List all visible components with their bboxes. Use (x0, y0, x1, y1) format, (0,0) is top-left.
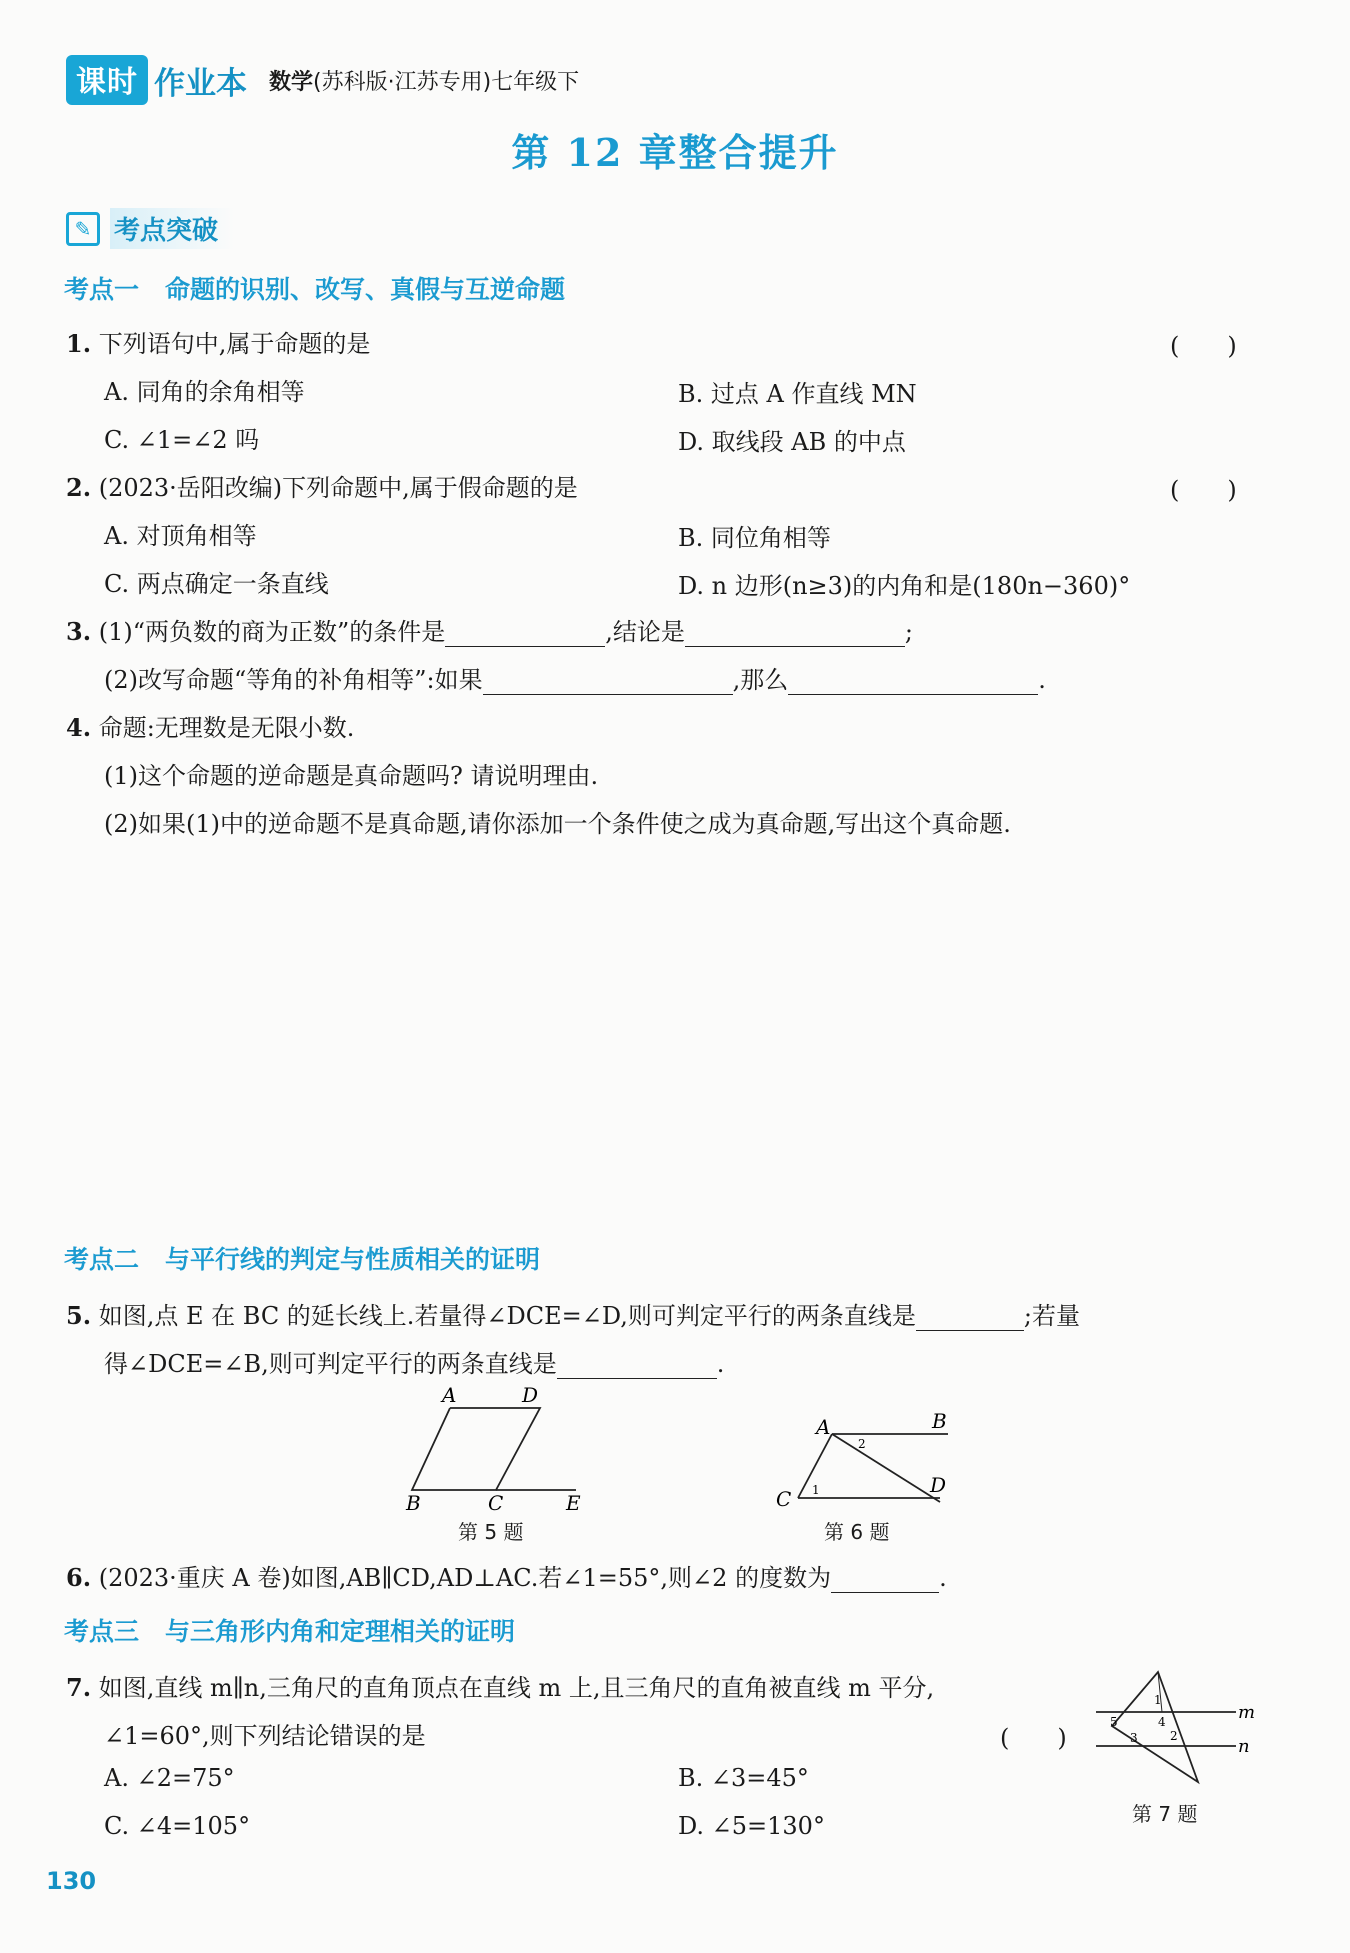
q5-line1: 5. 如图,点 E 在 BC 的延长线上.若量得∠DCE=∠D,则可判定平行的两条直线是 ;若量 (66, 1301, 1081, 1330)
q2-option-a: A. 对顶角相等 (104, 522, 257, 550)
label-a: A (442, 1384, 457, 1407)
q2-option-d: D. n 边形(n≥3)的内角和是(180n−360)° (678, 572, 1131, 600)
q3-part1: 3. (1)“两负数的商为正数”的条件是 ,结论是 ; (66, 617, 913, 646)
q1-option-c: C. ∠1=∠2 吗 (104, 426, 260, 454)
pencil-icon: ✎ (66, 212, 100, 246)
q7-answer-paren: ( ) (1000, 1724, 1067, 1752)
angle-4-label: 4 (1158, 1715, 1166, 1729)
figure-7 (1090, 1660, 1260, 1790)
q3-part2: (2)改写命题“等角的补角相等”:如果 ,那么 . (104, 666, 1046, 694)
logo: 课时 (66, 55, 148, 105)
angle-1-label: 1 (1154, 1693, 1162, 1707)
q2-stem: 2. (2023·岳阳改编)下列命题中,属于假命题的是 (66, 473, 578, 502)
label-c: C (776, 1487, 792, 1511)
q6-blank[interactable] (831, 1568, 939, 1593)
label-e: E (566, 1491, 581, 1514)
q1-option-a: A. 同角的余角相等 (104, 378, 305, 406)
triangle-ruler (1112, 1672, 1198, 1782)
parallelogram-abcd (412, 1408, 540, 1490)
section-heading (66, 208, 234, 249)
page-number: 130 (46, 1867, 97, 1895)
subject-info: 数学(苏科版·江苏专用)七年级下 (269, 69, 580, 95)
angle-5-label: 5 (1110, 1715, 1118, 1729)
q2-answer-paren: ( ) (1170, 476, 1237, 504)
q7-option-d: D. ∠5=130° (678, 1812, 825, 1840)
kaodian-1-heading: 考点一 命题的识别、改写、真假与互逆命题 (64, 275, 566, 304)
q7-line1: 7. 如图,直线 m∥n,三角尺的直角顶点在直线 m 上,且三角尺的直角被直线 m 平分, (66, 1673, 935, 1702)
angle-2-label: 2 (858, 1437, 866, 1451)
header (66, 58, 579, 102)
q5-blank-2[interactable] (557, 1354, 717, 1379)
kaodian-2-heading: 考点二 与平行线的判定与性质相关的证明 (64, 1245, 541, 1274)
q1-option-b: B. 过点 A 作直线 MN (678, 380, 917, 408)
label-c: C (488, 1491, 504, 1514)
q1-stem: 1. 下列语句中,属于命题的是 (66, 329, 371, 358)
figure-5-caption: 第 5 题 (458, 1520, 524, 1544)
line-ad (832, 1434, 940, 1502)
q3-blank-conclusion[interactable] (685, 622, 905, 647)
figure-5 (400, 1384, 600, 1514)
page-title: 第 12 章整合提升 (511, 130, 839, 175)
angle-3-label: 3 (1130, 1731, 1138, 1745)
q7-option-a: A. ∠2=75° (104, 1764, 235, 1792)
label-n: n (1238, 1736, 1250, 1757)
q6-stem: 6. (2023·重庆 A 卷)如图,AB∥CD,AD⊥AC.若∠1=55°,则∠2 的度数为 . (66, 1563, 947, 1592)
q4-stem: 4. 命题:无理数是无限小数. (66, 713, 355, 742)
figure-6-caption: 第 6 题 (824, 1520, 890, 1544)
label-d: D (522, 1384, 539, 1407)
q1-option-d: D. 取线段 AB 的中点 (678, 428, 906, 456)
q7-option-c: C. ∠4=105° (104, 1812, 251, 1840)
section-label: 考点突破 (110, 208, 234, 249)
q4-part1: (1)这个命题的逆命题是真命题吗? 请说明理由. (104, 762, 599, 790)
q5-blank-1[interactable] (916, 1306, 1024, 1331)
book-title: 作业本 (154, 65, 247, 102)
label-d: D (930, 1473, 947, 1497)
q2-option-b: B. 同位角相等 (678, 524, 831, 552)
q4-part2: (2)如果(1)中的逆命题不是真命题,请你添加一个条件使之成为真命题,写出这个真命题. (104, 810, 1011, 838)
figure-7-caption: 第 7 题 (1132, 1802, 1198, 1826)
angle-2-label: 2 (1170, 1729, 1178, 1743)
angle-1-label: 1 (812, 1483, 820, 1497)
label-b: B (932, 1410, 947, 1433)
label-m: m (1238, 1702, 1256, 1723)
kaodian-3-heading: 考点三 与三角形内角和定理相关的证明 (64, 1617, 516, 1646)
q1-answer-paren: ( ) (1170, 332, 1237, 360)
q3-blank-then[interactable] (788, 670, 1038, 695)
q7-option-b: B. ∠3=45° (678, 1764, 809, 1792)
q5-line2: 得∠DCE=∠B,则可判定平行的两条直线是 . (104, 1350, 725, 1378)
q3-blank-condition[interactable] (445, 622, 605, 647)
label-b: B (406, 1491, 421, 1514)
label-a: A (816, 1415, 831, 1439)
figure-6 (768, 1410, 988, 1514)
q2-option-c: C. 两点确定一条直线 (104, 570, 329, 598)
q7-line2: ∠1=60°,则下列结论错误的是 (104, 1722, 426, 1750)
q3-blank-if[interactable] (483, 670, 733, 695)
